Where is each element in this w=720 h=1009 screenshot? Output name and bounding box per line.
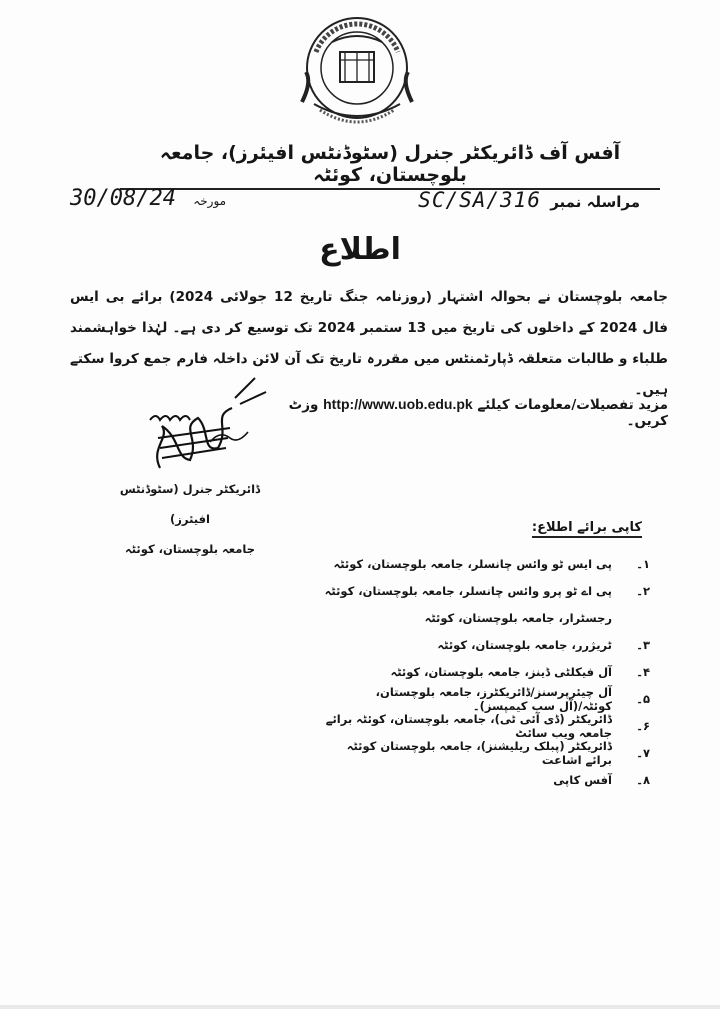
more-info-line — [250, 396, 668, 429]
list-item — [320, 604, 650, 631]
reference-row — [60, 182, 640, 222]
signature-block — [110, 474, 270, 564]
item-number: ۸۔ — [636, 772, 650, 787]
item-text: ٹریژرر، جامعہ بلوچستان، کوئٹہ — [437, 637, 612, 652]
signatory-institution: جامعہ بلوچستان، کوئٹہ — [124, 542, 256, 556]
university-seal-logo — [292, 12, 422, 132]
list-item — [320, 550, 650, 577]
copy-to-heading: کاپی برائے اطلاع: — [532, 520, 642, 538]
item-text: رجسٹرار، جامعہ بلوچستان، کوئٹہ — [424, 610, 612, 625]
handwritten-signature — [140, 368, 270, 478]
item-number: ۷۔ — [636, 745, 650, 760]
reference-label: مراسلہ نمبر — [550, 193, 640, 211]
list-item — [320, 631, 650, 658]
signatory-designation: ڈائریکٹر جنرل (سٹوڈنٹس افیئرز) — [119, 482, 261, 526]
list-item — [320, 712, 650, 739]
item-number: ۵۔ — [636, 691, 650, 706]
reference-value: SC/SA/316 — [418, 188, 541, 212]
date-value: 30/08/24 — [70, 186, 176, 211]
notice-heading: اطلاع — [319, 232, 401, 267]
list-item — [320, 577, 650, 604]
office-title: آفس آف ڈائریکٹر جنرل (سٹوڈنٹس افیئرز)، جامعہ بلوچستان، کوئٹہ — [120, 142, 660, 186]
date-label: مورخہ — [193, 194, 227, 208]
item-number: ۱۔ — [636, 556, 650, 571]
list-item — [320, 739, 650, 766]
item-text: پی اے ٹو پرو وائس چانسلر، جامعہ بلوچستان، کوئٹہ — [324, 583, 612, 598]
item-number: ۶۔ — [636, 718, 650, 733]
notice-body: جامعہ بلوچستان نے بحوالہ اشتہار (روزنامہ جنگ تاریخ 12 جولائی 2024) برائے بی ایس فال 2024 کے داخلوں کی تاریخ میں 13 ستمبر 2024 تک توسیع کر دی ہے۔ لہٰذا خواہشمند طلباء و طالبات متعلقہ ڈپارٹمنٹس میں مقررہ تاریخ تک آن لائن داخلہ فارم جمع کروا سکتے ہیں۔ — [70, 289, 669, 398]
website-link[interactable]: http://www.uob.edu.pk — [323, 396, 473, 412]
list-item — [320, 658, 650, 685]
item-text: آل فیکلٹی ڈینز، جامعہ بلوچستان، کوئٹہ — [390, 664, 612, 679]
reference-date — [70, 186, 226, 211]
item-number: ۴۔ — [636, 664, 650, 679]
item-text: آل چیئرپرسنز/ڈائریکٹرز، جامعہ بلوچستان، کوئٹہ/(آل سب کیمپسز)۔ — [375, 684, 612, 713]
item-text: ڈائریکٹر (پبلک ریلیشنز)، جامعہ بلوچستان کوئٹہ برائے اشاعت — [346, 738, 612, 767]
item-text: پی ایس ٹو وائس چانسلر، جامعہ بلوچستان، کوئٹہ — [333, 556, 612, 571]
item-number: ۲۔ — [636, 583, 650, 598]
item-number: ۳۔ — [636, 637, 650, 652]
item-text: آفس کاپی — [553, 772, 612, 787]
page-bottom-edge — [0, 1005, 720, 1009]
more-info-suffix: وزٹ کریں۔ — [288, 397, 668, 429]
list-item — [320, 766, 650, 793]
reference-number — [418, 188, 640, 212]
item-text: ڈائریکٹر (ڈی آئی ٹی)، جامعہ بلوچستان، کوئٹہ برائے جامعہ ویب سائٹ — [325, 711, 612, 740]
copy-to-list — [320, 550, 650, 793]
list-item — [320, 685, 650, 712]
more-info-prefix: مزید تفصیلات/معلومات کیلئے — [477, 397, 668, 413]
